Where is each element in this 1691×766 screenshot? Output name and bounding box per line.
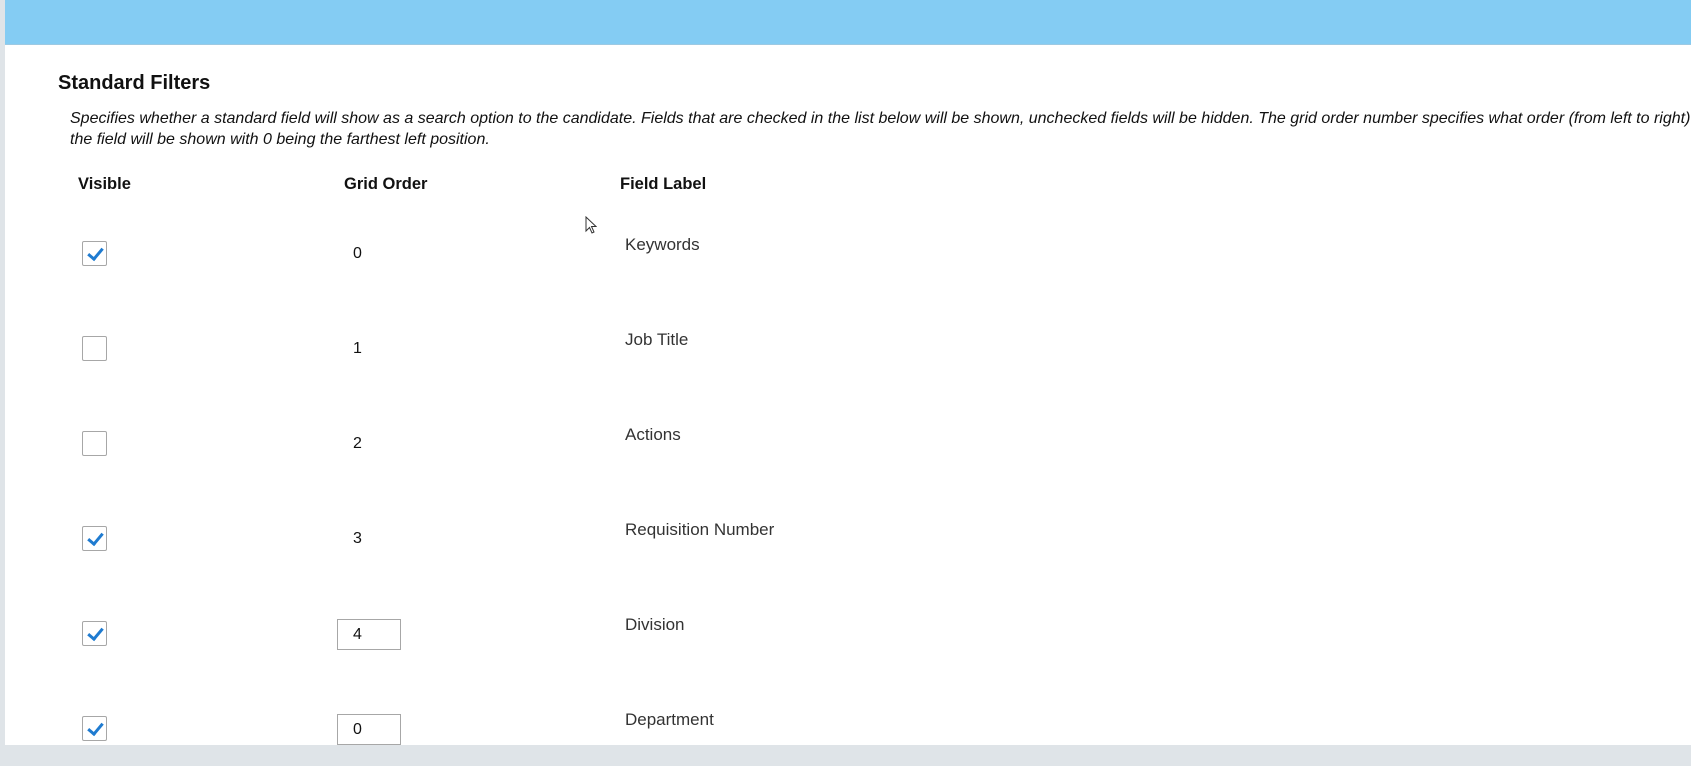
section-description: Specifies whether a standard field will show as a search option to the candidate. Fields that are checked in the list below will be shown, unchecked fields will be hidden. The grid order number specifies what order (from left to right) the field will be shown with 0 being the farthest left position. [70, 110, 1691, 148]
field-label: Requisition Number [625, 520, 775, 539]
table-row [5, 303, 1691, 398]
table-row [5, 208, 1691, 303]
grid-order-value: 3 [353, 530, 362, 547]
visible-checkbox[interactable] [82, 621, 107, 646]
table-row [5, 683, 1691, 745]
field-label: Job Title [625, 330, 689, 349]
grid-order-input[interactable] [337, 619, 401, 650]
column-header-grid-order: Grid Order [344, 175, 428, 193]
field-label: Keywords [625, 235, 700, 254]
filters-panel [5, 0, 1691, 745]
column-header-visible: Visible [78, 175, 131, 193]
visible-checkbox[interactable] [82, 241, 107, 266]
visible-checkbox[interactable] [82, 336, 107, 361]
grid-order-value: 2 [353, 435, 362, 452]
table-row [5, 493, 1691, 588]
grid-order-value: 1 [353, 340, 362, 357]
grid-order-value: 0 [353, 245, 362, 262]
section-title: Standard Filters [58, 72, 211, 94]
field-label: Department [625, 710, 714, 729]
table-row [5, 588, 1691, 683]
visible-checkbox[interactable] [82, 431, 107, 456]
visible-checkbox[interactable] [82, 716, 107, 741]
field-label: Division [625, 615, 685, 634]
column-header-field-label: Field Label [620, 175, 707, 193]
grid-order-input[interactable] [337, 714, 401, 745]
field-label: Actions [625, 425, 681, 444]
table-row [5, 398, 1691, 493]
mouse-cursor-icon [585, 216, 597, 234]
visible-checkbox[interactable] [82, 526, 107, 551]
top-header-bar [5, 0, 1691, 45]
